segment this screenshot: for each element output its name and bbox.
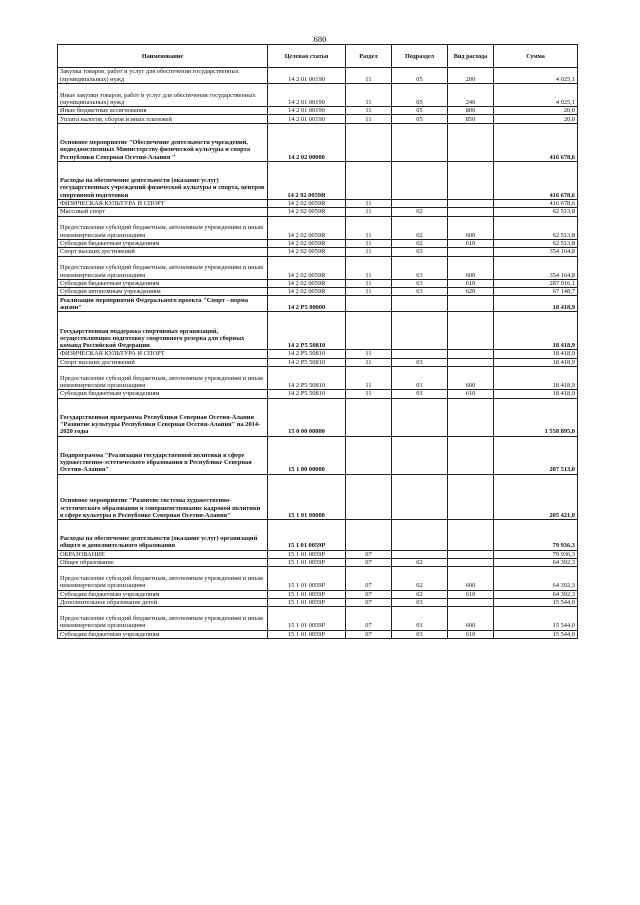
row-name-cell: Массовый спорт [58,208,268,216]
row-expense-type-cell [448,436,494,474]
row-subsection-cell [392,296,448,312]
row-sum-cell: 4 025,1 [494,68,578,84]
row-sum-cell: 79 936,3 [494,550,578,558]
row-target-article-cell: 14 2 02 0059R [268,239,346,247]
row-sum-cell: 20,0 [494,106,578,114]
row-name-cell: Субсидии бюджетным учреждениям [58,239,268,247]
row-subsection-cell: 03 [392,598,448,606]
row-subsection-cell: 03 [392,607,448,630]
row-name-cell: Уплата налогов, сборов и иных платежей [58,115,268,123]
row-target-article-cell: 14 2 01 00190 [268,68,346,84]
row-target-article-cell: 15 1 01 0059P [268,630,346,638]
row-section-cell: 11 [346,350,392,358]
row-section-cell: 11 [346,83,392,106]
row-sum-cell: 67 148,7 [494,288,578,296]
row-sum-cell: 354 164,8 [494,256,578,279]
row-target-article-cell: 14 2 P5 50810 [268,358,346,366]
row-expense-type-cell: 600 [448,216,494,239]
row-target-article-cell: 14 2 01 00190 [268,83,346,106]
table-row [58,567,578,590]
row-name-cell: Иные бюджетные ассигнования [58,106,268,114]
row-expense-type-cell: 200 [448,68,494,84]
row-subsection-cell: 02 [392,567,448,590]
table-row [58,390,578,398]
row-target-article-cell: 15 0 00 00000 [268,398,346,436]
row-expense-type-cell: 800 [448,106,494,114]
table-row [58,256,578,279]
row-expense-type-cell [448,520,494,551]
table-row [58,123,578,161]
row-name-cell: Спорт высших достижений [58,358,268,366]
row-sum-cell: 416 678,6 [494,123,578,161]
row-section-cell: 11 [346,390,392,398]
row-expense-type-cell: 610 [448,239,494,247]
row-name-cell: Субсидии бюджетным учреждениям [58,390,268,398]
row-expense-type-cell [448,199,494,207]
row-section-cell: 07 [346,559,392,567]
row-section-cell [346,312,392,350]
table-row [58,208,578,216]
row-subsection-cell: 03 [392,288,448,296]
row-target-article-cell: 14 2 P5 50810 [268,367,346,390]
row-target-article-cell: 15 1 01 0059P [268,559,346,567]
header-target-article: Целевая статья [268,45,346,68]
row-name-cell: Государственная поддержка спортивных организаций, осуществляющих подготовку спортивного резерва для сборных команд Российской Федерации [58,312,268,350]
row-section-cell: 11 [346,199,392,207]
table-row [58,607,578,630]
table-row [58,436,578,474]
table-row [58,550,578,558]
row-sum-cell: 287 016,1 [494,279,578,287]
table-row [58,367,578,390]
row-target-article-cell: 14 2 02 0059R [268,199,346,207]
row-sum-cell: 15 544,0 [494,598,578,606]
table-row [58,248,578,256]
row-subsection-cell: 05 [392,83,448,106]
row-name-cell: Предоставление субсидий бюджетным, автономным учреждениям и иным некоммерческим организациям [58,256,268,279]
row-section-cell [346,123,392,161]
row-subsection-cell: 02 [392,590,448,598]
row-name-cell: Предоставление субсидий бюджетным, автономным учреждениям и иным некоммерческим организациям [58,216,268,239]
row-sum-cell: 18 418,9 [494,390,578,398]
row-section-cell: 11 [346,239,392,247]
table-row [58,68,578,84]
row-sum-cell: 416 678,6 [494,161,578,199]
header-name: Наименование [58,45,268,68]
row-subsection-cell [392,161,448,199]
row-sum-cell: 1 558 895,0 [494,398,578,436]
row-subsection-cell: 02 [392,239,448,247]
row-target-article-cell: 15 1 01 0059P [268,598,346,606]
header-section: Раздел [346,45,392,68]
row-name-cell: Общее образование [58,559,268,567]
row-sum-cell: 64 392,3 [494,559,578,567]
row-target-article-cell: 14 2 02 0059R [268,288,346,296]
table-row [58,216,578,239]
row-subsection-cell: 02 [392,208,448,216]
row-subsection-cell: 03 [392,248,448,256]
row-name-cell: Предоставление субсидий бюджетным, автономным учреждениям и иным некоммерческим организациям [58,567,268,590]
row-subsection-cell: 03 [392,630,448,638]
row-sum-cell: 62 513,8 [494,239,578,247]
table-row [58,350,578,358]
row-name-cell: Дополнительное образование детей [58,598,268,606]
row-expense-type-cell [448,398,494,436]
table-row [58,559,578,567]
row-subsection-cell [392,520,448,551]
row-name-cell: Субсидии бюджетным учреждениям [58,279,268,287]
table-row [58,520,578,551]
row-section-cell [346,474,392,519]
table-row [58,474,578,519]
row-name-cell: Основное мероприятие "Обеспечение деятельности учреждений, подведомственных Министерству физической культуры и спорта Республики Северная Осетия-Алания " [58,123,268,161]
row-expense-type-cell [448,296,494,312]
table-row [58,590,578,598]
row-expense-type-cell [448,312,494,350]
row-section-cell: 11 [346,216,392,239]
row-expense-type-cell: 610 [448,279,494,287]
row-section-cell: 11 [346,358,392,366]
row-name-cell: Предоставление субсидий бюджетным, автономным учреждениям и иным некоммерческим организациям [58,607,268,630]
table-row [58,288,578,296]
row-section-cell [346,398,392,436]
budget-table [57,44,578,639]
row-target-article-cell: 14 2 02 0059R [268,216,346,239]
row-sum-cell: 79 936,3 [494,520,578,551]
row-target-article-cell: 14 2 01 00190 [268,115,346,123]
row-sum-cell: 205 421,0 [494,474,578,519]
row-expense-type-cell [448,248,494,256]
row-sum-cell: 62 513,8 [494,216,578,239]
table-row [58,83,578,106]
table-row [58,398,578,436]
row-sum-cell: 416 678,6 [494,199,578,207]
header-expense-type: Вид расхода [448,45,494,68]
row-subsection-cell: 05 [392,115,448,123]
row-name-cell: ФИЗИЧЕСКАЯ КУЛЬТУРА И СПОРТ [58,350,268,358]
row-target-article-cell: 14 2 02 0059R [268,161,346,199]
row-name-cell: ФИЗИЧЕСКАЯ КУЛЬТУРА И СПОРТ [58,199,268,207]
row-sum-cell: 207 513,0 [494,436,578,474]
row-target-article-cell: 14 2 02 0059R [268,208,346,216]
row-name-cell: Предоставление субсидий бюджетным, автономным учреждениям и иным некоммерческим организациям [58,367,268,390]
row-section-cell: 11 [346,256,392,279]
row-sum-cell: 15 544,0 [494,630,578,638]
row-subsection-cell [392,350,448,358]
row-name-cell: Расходы на обеспечение деятельности (оказание услуг) организаций общего и дополнительного образования [58,520,268,551]
table-row [58,358,578,366]
row-sum-cell: 15 544,0 [494,607,578,630]
table-row [58,115,578,123]
row-subsection-cell: 05 [392,68,448,84]
table-row [58,199,578,207]
row-target-article-cell: 15 1 01 0059P [268,520,346,551]
row-sum-cell: 18 418,9 [494,358,578,366]
row-expense-type-cell [448,598,494,606]
row-target-article-cell: 14 2 P5 50810 [268,390,346,398]
table-row [58,161,578,199]
row-subsection-cell [392,550,448,558]
row-target-article-cell: 14 2 P5 00000 [268,296,346,312]
row-expense-type-cell [448,474,494,519]
row-subsection-cell: 03 [392,358,448,366]
row-expense-type-cell [448,358,494,366]
row-name-cell: Субсидии бюджетным учреждениям [58,630,268,638]
row-sum-cell: 18 418,9 [494,350,578,358]
row-section-cell [346,161,392,199]
row-sum-cell: 20,0 [494,115,578,123]
row-subsection-cell [392,123,448,161]
row-subsection-cell [392,436,448,474]
row-section-cell [346,436,392,474]
row-name-cell: Субсидии бюджетным учреждениям [58,590,268,598]
row-target-article-cell: 15 1 00 00000 [268,436,346,474]
row-sum-cell: 18 418,9 [494,296,578,312]
row-expense-type-cell [448,350,494,358]
row-expense-type-cell [448,208,494,216]
row-section-cell: 07 [346,567,392,590]
row-expense-type-cell: 600 [448,567,494,590]
row-sum-cell: 354 164,8 [494,248,578,256]
row-subsection-cell: 02 [392,559,448,567]
row-expense-type-cell: 610 [448,590,494,598]
row-sum-cell: 64 392,3 [494,590,578,598]
row-name-cell: Основное мероприятие "Развитие системы художественно-эстетического образования и совершенствование кадровой политики в сфере культуры в Республике Северная Осетия-Алания" [58,474,268,519]
row-target-article-cell: 14 2 01 00190 [268,106,346,114]
row-expense-type-cell [448,550,494,558]
row-subsection-cell: 05 [392,106,448,114]
row-expense-type-cell: 620 [448,288,494,296]
row-expense-type-cell: 850 [448,115,494,123]
row-target-article-cell: 14 2 02 0059R [268,248,346,256]
table-row [58,630,578,638]
row-expense-type-cell [448,123,494,161]
row-section-cell: 11 [346,279,392,287]
table-row [58,106,578,114]
row-section-cell: 11 [346,68,392,84]
row-target-article-cell: 14 2 P5 50810 [268,312,346,350]
row-target-article-cell: 15 1 01 0059P [268,590,346,598]
row-target-article-cell: 14 2 02 0059R [268,279,346,287]
row-sum-cell: 18 418,9 [494,367,578,390]
page-number: 680 [313,34,327,44]
row-subsection-cell: 03 [392,256,448,279]
row-expense-type-cell: 610 [448,630,494,638]
row-section-cell [346,520,392,551]
row-name-cell: Подпрограмма "Реализация государственной политики в сфере художественно-эстетического образования в Республике Северная Осетия-Алания" [58,436,268,474]
row-expense-type-cell [448,559,494,567]
row-expense-type-cell: 600 [448,607,494,630]
row-expense-type-cell: 610 [448,390,494,398]
row-sum-cell: 18 418,9 [494,312,578,350]
row-name-cell: ОБРАЗОВАНИЕ [58,550,268,558]
row-sum-cell: 62 513,8 [494,208,578,216]
row-target-article-cell: 14 2 P5 50810 [268,350,346,358]
table-body [58,68,578,639]
row-name-cell: Расходы на обеспечение деятельности (оказание услуг) государственных учреждений физической культуры и спорта, центров спортивной подготовки [58,161,268,199]
row-section-cell [346,296,392,312]
row-expense-type-cell: 240 [448,83,494,106]
row-section-cell: 11 [346,367,392,390]
row-expense-type-cell: 600 [448,256,494,279]
row-name-cell: Реализация мероприятий Федерального проекта "Спорт - норма жизни" [58,296,268,312]
row-subsection-cell [392,474,448,519]
row-subsection-cell: 03 [392,390,448,398]
header-sum: Сумма [494,45,578,68]
row-subsection-cell [392,199,448,207]
row-target-article-cell: 14 2 02 00000 [268,123,346,161]
table-row [58,312,578,350]
row-section-cell: 07 [346,550,392,558]
row-section-cell: 11 [346,288,392,296]
row-subsection-cell [392,398,448,436]
row-section-cell: 07 [346,590,392,598]
row-name-cell: Субсидии автономным учреждениям [58,288,268,296]
row-name-cell: Спорт высших достижений [58,248,268,256]
row-target-article-cell: 14 2 02 0059R [268,256,346,279]
row-expense-type-cell [448,161,494,199]
row-target-article-cell: 15 1 01 0059P [268,567,346,590]
row-name-cell: Закупка товаров, работ и услуг для обеспечения государственных (муниципальных) нужд [58,68,268,84]
row-section-cell: 11 [346,106,392,114]
row-section-cell: 11 [346,208,392,216]
row-target-article-cell: 15 1 01 00000 [268,474,346,519]
row-target-article-cell: 15 1 01 0059P [268,607,346,630]
table-row [58,296,578,312]
row-target-article-cell: 15 1 01 0059P [268,550,346,558]
row-section-cell: 07 [346,607,392,630]
row-subsection-cell: 03 [392,279,448,287]
row-expense-type-cell: 600 [448,367,494,390]
row-section-cell: 07 [346,630,392,638]
table-row [58,598,578,606]
table-header-row [58,45,578,68]
row-subsection-cell: 03 [392,367,448,390]
row-name-cell: Иные закупки товаров, работ и услуг для обеспечения государственных (муниципальных) нужд [58,83,268,106]
header-subsection: Подраздел [392,45,448,68]
row-section-cell: 11 [346,248,392,256]
table-row [58,279,578,287]
row-sum-cell: 64 392,3 [494,567,578,590]
row-section-cell: 07 [346,598,392,606]
row-sum-cell: 4 025,1 [494,83,578,106]
row-subsection-cell [392,312,448,350]
row-section-cell: 11 [346,115,392,123]
row-subsection-cell: 02 [392,216,448,239]
row-name-cell: Государственная программа Республики Северная Осетия-Алания "Развитие культуры Республики Северная Осетия-Алания" на 2014-2020 годы [58,398,268,436]
table-row [58,239,578,247]
